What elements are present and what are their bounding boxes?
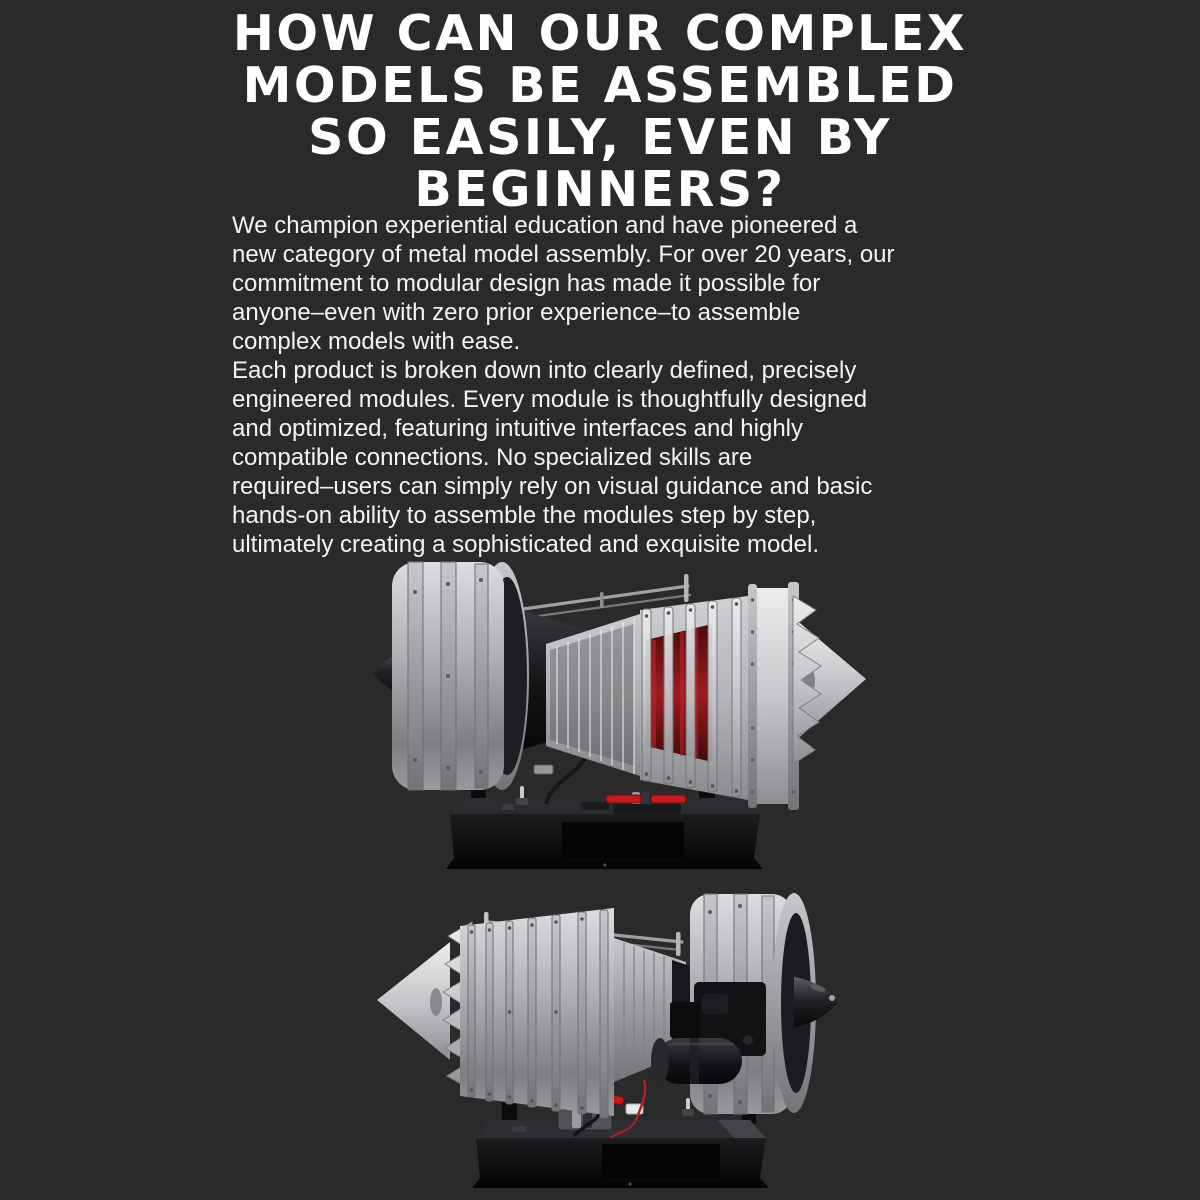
copy-line: We champion experiential education and have pioneered a — [232, 212, 858, 239]
headline-line-1: HOW CAN OUR COMPLEX — [232, 5, 968, 62]
product-photo-bottom — [350, 876, 890, 1200]
page-title — [0, 5, 1200, 218]
copy-line: compatible connections. No specialized skills are — [232, 444, 753, 471]
exhaust-cone — [377, 922, 472, 1090]
copy-line: hands-on ability to assemble the modules step by step, — [232, 502, 817, 529]
copy-line: anyone–even with zero prior experience–to assemble — [232, 299, 801, 326]
power-toggle-switch — [516, 786, 528, 805]
copy-line: Each product is broken down into clearly defined, precisely — [232, 357, 857, 384]
engine-body — [377, 893, 838, 1118]
turbofan-engine-photo-side-right — [350, 552, 890, 882]
red-throttle-levers — [606, 792, 686, 814]
engine-body — [373, 562, 866, 810]
copy-line: and optimized, featuring intuitive interfaces and highly — [232, 415, 804, 442]
fan-case — [392, 562, 504, 790]
exhaust-cone — [793, 596, 866, 764]
copy-line: commitment to modular design has made it possible for — [232, 270, 821, 297]
headline-line-2: MODELS BE ASSEMBLED — [242, 57, 958, 114]
combustor-section — [640, 596, 748, 800]
headline-line-4: BEGINNERS? — [414, 161, 786, 218]
body-copy — [232, 211, 982, 559]
copy-line: new category of metal model assembly. For over 20 years, our — [232, 241, 895, 268]
copy-line: complex models with ease. — [232, 328, 521, 355]
product-photo-top — [350, 552, 890, 882]
headline-line-3: SO EASILY, EVEN BY — [308, 109, 892, 166]
turbofan-engine-photo-side-left — [350, 876, 890, 1200]
paragraph-1 — [232, 211, 982, 356]
copy-line: engineered modules. Every module is thoughtfully designed — [232, 386, 868, 413]
spinner-cone — [794, 977, 838, 1027]
display-base — [446, 786, 763, 869]
turbine-compressor-case — [460, 908, 614, 1118]
copy-line: required–users can simply rely on visual guidance and basic — [232, 473, 873, 500]
turbine-case — [748, 582, 799, 810]
copy-line: ultimately creating a sophisticated and exquisite model. — [232, 531, 819, 558]
paragraph-2 — [232, 356, 982, 559]
